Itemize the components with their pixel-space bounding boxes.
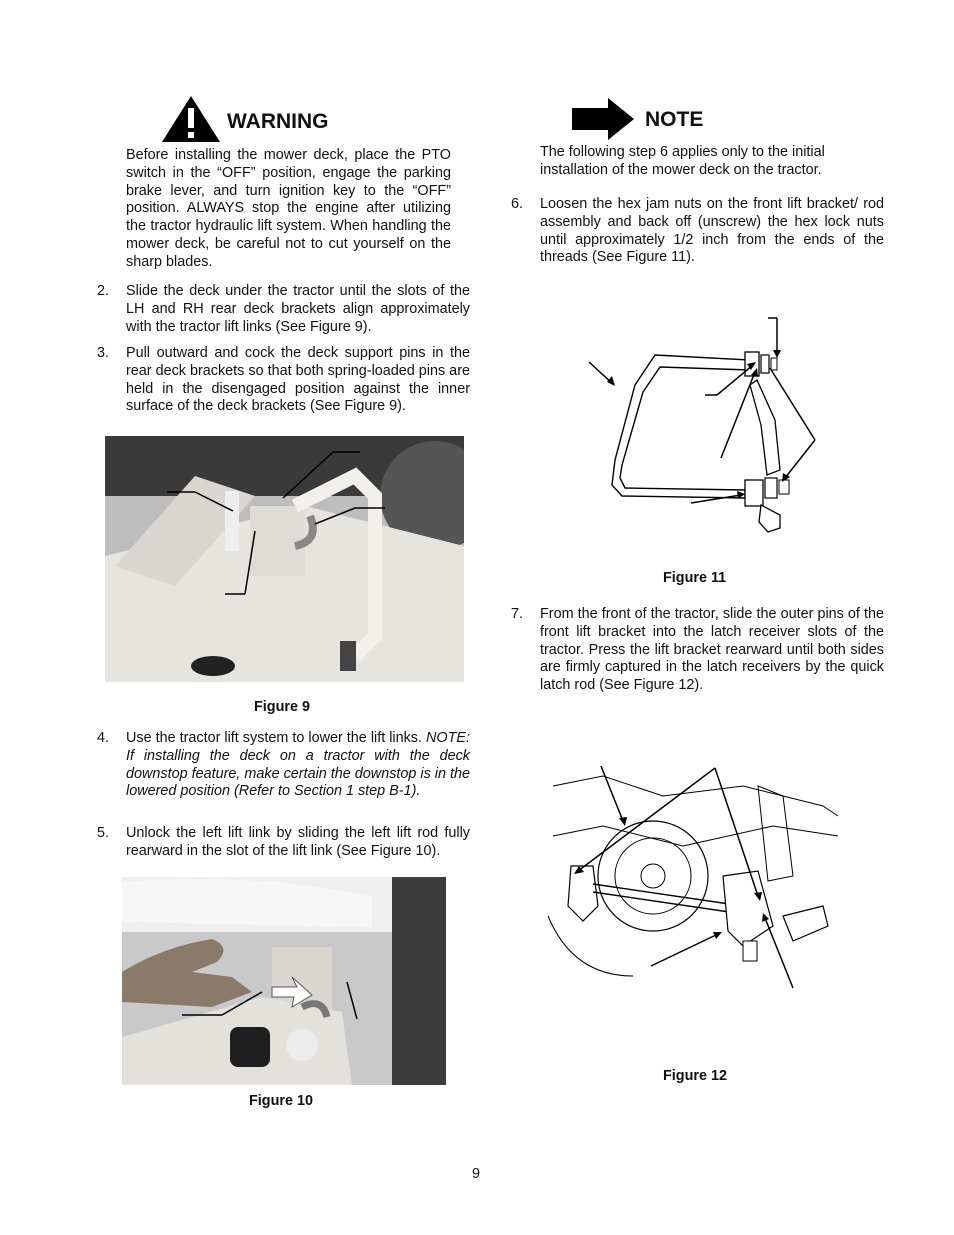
step-4-text [126,730,470,801]
warning-triangle-icon [160,94,222,144]
note-text: The following step 6 applies only to the initial installation of the mower deck on the tractor. [540,144,825,178]
note-block [570,96,770,142]
step-4-note: NOTE: If installing the deck on a tractor with the deck downstop feature, make certain the downstop is in the lowered position (Refer to Section 1 step B-1). [126,730,470,800]
warning-text: Before installing the mower deck, place the PTO switch in the “OFF” position, engage the parking brake lever, and turn ignition key to the “OFF” position. ALWAYS stop the engine after utilizing the tractor hydraulic lift system. When handling the mower deck, be careful not to cut yourself on the sharp blades. [126,147,451,270]
figure-11-drawing [585,310,820,540]
figure-9-caption: Figure 9 [254,699,310,715]
step-4-number: 4. [97,730,110,746]
step-6-number: 6. [511,196,524,212]
step-7-text: From the front of the tractor, slide the outer pins of the front lift bracket into the latch receiver slots of the tractor. Press the lift bracket rearward until both sides are firmly captured in the latch receivers by the quick latch rod (See Figure 12). [540,606,884,694]
figure-10-photo [122,877,446,1085]
figure-10-caption: Figure 10 [249,1093,313,1109]
step-7-number: 7. [511,606,524,622]
page-number: 9 [472,1166,481,1182]
step-3-number: 3. [97,345,110,361]
arrow-right-icon [570,96,636,142]
figure-12-caption: Figure 12 [663,1068,727,1084]
step-2-text: Slide the deck under the tractor until the slots of the LH and RH rear deck brackets align approximately with the tractor lift links (See Figure 9). [126,283,470,335]
step-3-text: Pull outward and cock the deck support pins in the rear deck brackets so that both spring-loaded pins are held in the disengaged position against the inner surface of the deck brackets (See Figure 9). [126,345,470,415]
warning-block [160,94,480,144]
step-4-main-text: Use the tractor lift system to lower the lift links. [126,730,422,746]
note-heading: NOTE [645,108,704,131]
figure-9-photo [105,436,464,682]
figure-11-caption: Figure 11 [663,570,727,586]
step-2-number: 2. [97,283,110,299]
step-6-text: Loosen the hex jam nuts on the front lift bracket/ rod assembly and back off (unscrew) the hex lock nuts until approximately 1/2 inch from the ends of the threads (See Figure 11). [540,196,884,266]
step-5-text: Unlock the left lift link by sliding the left lift rod fully rearward in the slot of the lift link (See Figure 10). [126,825,470,859]
figure-12-drawing [543,756,840,996]
step-5-number: 5. [97,825,110,841]
warning-heading: WARNING [227,110,329,133]
